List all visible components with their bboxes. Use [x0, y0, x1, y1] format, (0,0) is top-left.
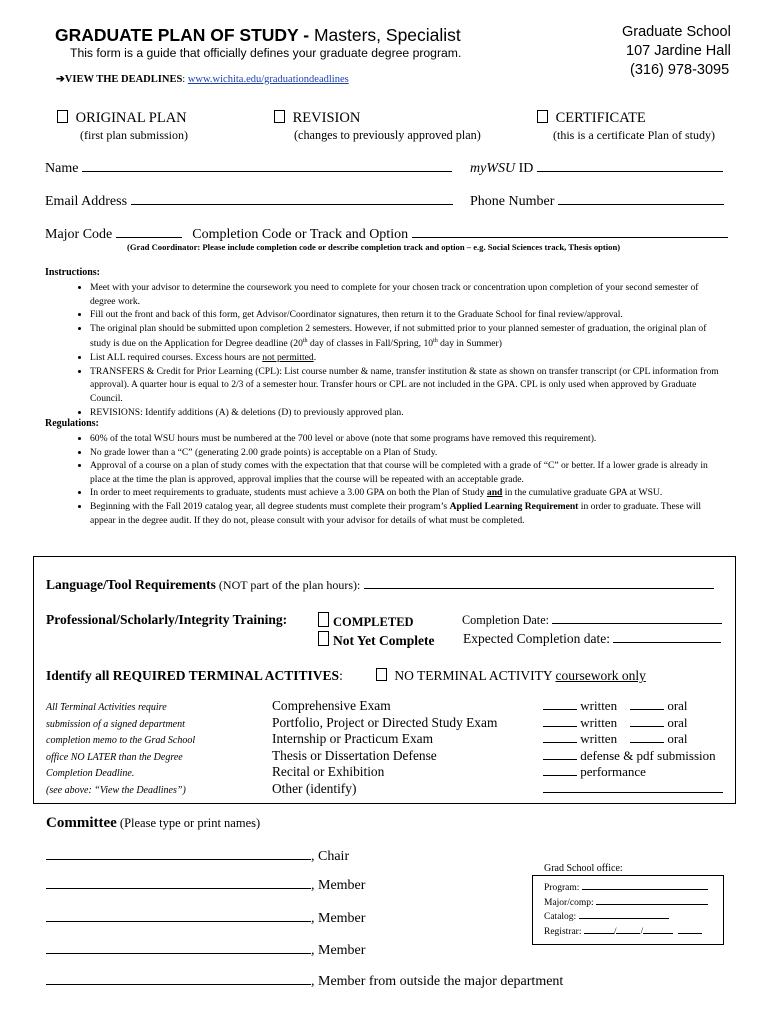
regulation-item: • Beginning with the Fall 2019 catalog year, all degree students must complete their program’s Applied Learning Requirement in order to graduate. These will appear in the degree audit. If they do not, please consult with your advisor for details of what must be completed. — [90, 500, 722, 527]
name-label: Name — [45, 161, 79, 176]
completed-checkbox[interactable] — [318, 612, 329, 627]
revision-label: REVISION — [292, 110, 361, 126]
not-yet-option — [318, 631, 434, 649]
activity-item: Other (identify) — [272, 780, 357, 796]
activity-item: Comprehensive Exam — [272, 698, 391, 713]
office-name: Graduate School — [622, 24, 731, 40]
registrar-year-input[interactable] — [643, 925, 673, 934]
instructions-heading: Instructions: — [45, 267, 101, 278]
major-row — [45, 226, 728, 243]
no-terminal-option — [376, 668, 646, 684]
program-input[interactable] — [582, 881, 708, 890]
deadlines-label: ➔VIEW THE DEADLINES — [56, 74, 183, 85]
side-note-line: submission of a signed department — [46, 718, 185, 730]
registrar-month-input[interactable] — [584, 925, 614, 934]
grad-office-registrar: Registrar: / / — [544, 925, 702, 937]
written-blank[interactable] — [543, 698, 577, 710]
activity-item: Internship or Practicum Exam — [272, 731, 434, 746]
side-note-line: Completion Deadline. — [46, 768, 135, 779]
committee-note: (Please type or print names) — [116, 816, 261, 830]
activity-item: Portfolio, Project or Directed Study Exam — [272, 714, 498, 730]
coursework-only-label: coursework only — [555, 668, 646, 683]
side-note-line: office NO LATER than the Degree — [46, 751, 183, 763]
training-label: Professional/Scholarly/Integrity Training: — [46, 612, 288, 627]
language-note: (NOT part of the plan hours): — [215, 578, 361, 592]
deadlines-link[interactable]: www.wichita.edu/graduationdeadlines — [187, 74, 349, 85]
member-name-input[interactable] — [46, 877, 311, 889]
outside-member-name-input[interactable] — [46, 973, 311, 985]
side-note-line: All Terminal Activities require — [46, 702, 167, 713]
certificate-label: CERTIFICATE — [555, 110, 646, 126]
instruction-item: • The original plan should be submitted upon completion 2 semesters. However, if not submitted prior to your planned semester of graduation, the original plan of study is due on the Application for Degree deadline (20th day of classes in Fall/Spring, 10th day in Summer) — [90, 322, 722, 351]
committee-member-row — [46, 910, 365, 927]
oral-blank[interactable] — [630, 731, 664, 743]
expected-date-row — [463, 631, 721, 647]
form-title-rest: Masters, Specialist — [313, 25, 461, 45]
committee-outside-row — [46, 973, 563, 990]
committee-member-row — [46, 942, 365, 959]
form-title-bold: GRADUATE PLAN OF STUDY - — [55, 25, 314, 45]
mywsu-label-id: ID — [515, 161, 534, 176]
exam-row — [543, 764, 723, 781]
committee-member-row — [46, 877, 365, 894]
language-row — [46, 577, 714, 593]
language-label: Language/Tool Requirements — [46, 577, 216, 592]
performance-label: performance — [580, 764, 646, 779]
plan-original-note: (first plan submission) — [80, 128, 188, 142]
outside-member-role: , Member from outside the major department — [311, 974, 564, 989]
exam-row — [543, 715, 723, 732]
registrar-label: Registrar: — [544, 927, 582, 937]
side-note-line: (see above: “View the Deadlines”) — [46, 784, 186, 796]
catalog-label: Catalog: — [544, 912, 577, 922]
regulation-item: • 60% of the total WSU hours must be numbered at the 700 level or above (note that some programs have removed this requirement). — [90, 432, 722, 446]
regulation-item: • In order to meet requirements to graduate, students must achieve a 3.00 GPA on both the Plan of Study and in the cumulative graduate GPA at WSU. — [90, 486, 722, 500]
not-yet-label: Not Yet Complete — [333, 633, 435, 648]
activity-item: Thesis or Dissertation Defense — [272, 747, 437, 763]
activities-list — [272, 698, 497, 797]
email-label: Email Address — [45, 194, 128, 209]
name-input[interactable] — [82, 160, 452, 172]
terminal-colon: : — [339, 668, 343, 683]
grad-coordinator-note: (Grad Coordinator: Please include completion code or describe completion track and option – e.g. Social Sciences track, Thesis option) — [127, 242, 621, 252]
certificate-checkbox[interactable] — [537, 110, 548, 123]
written-label: written — [580, 731, 618, 746]
exam-row — [543, 698, 723, 715]
member-name-input[interactable] — [46, 910, 311, 922]
written-blank[interactable] — [543, 731, 577, 743]
written-label: written — [580, 698, 618, 713]
phone-row — [470, 193, 724, 210]
completion-date-label: Completion Date: — [462, 613, 549, 627]
regulation-item: • Approval of a course on a plan of study comes with the expectation that that course will be completed with a grade of “C” or better. If a lower grade is already in place at the time the plan is approved, approval implies that the course will be repeated with an acceptable grade. — [90, 459, 722, 486]
grad-office-program — [544, 881, 708, 893]
expected-date-input[interactable] — [613, 631, 721, 643]
not-yet-checkbox[interactable] — [318, 631, 329, 646]
committee-heading-row — [46, 815, 260, 832]
oral-label: oral — [667, 698, 688, 713]
terminal-label: Identify all REQUIRED TERMINAL ACTITIVES — [46, 668, 340, 683]
instruction-item: • REVISIONS: Identify additions (A) & deletions (D) to previously approved plan. — [90, 406, 722, 420]
language-input[interactable] — [364, 577, 714, 589]
office-address: 107 Jardine Hall — [626, 43, 731, 59]
email-row — [45, 193, 453, 210]
completion-code-label: Completion Code or Track and Option — [192, 227, 409, 242]
instruction-item: • TRANSFERS & Credit for Prior Learning (CPL): List course number & name, transfer institution & state as shown on transfer transcript (or CPL information from approval). A quarter hour is equal to 2/3 of a semester hour. Transfer hours or CPL are not included in the GPA. CPL is only used when approved by Graduate Council. — [90, 365, 722, 406]
regulations-heading: Regulations: — [45, 418, 99, 429]
instruction-item: • Meet with your advisor to determine the coursework you need to complete for your chosen track or concentration upon completion of your second semester of degree work. — [90, 281, 722, 308]
form-title — [55, 25, 461, 46]
plan-certificate — [537, 110, 646, 127]
grad-office-major — [544, 896, 708, 908]
revision-checkbox[interactable] — [274, 110, 285, 123]
original-plan-checkbox[interactable] — [57, 110, 68, 123]
completed-label: COMPLETED — [333, 615, 414, 629]
oral-blank[interactable] — [630, 698, 664, 710]
expected-date-label: Expected Completion date: — [463, 631, 610, 646]
activity-item: Recital or Exhibition — [272, 764, 385, 779]
name-row — [45, 160, 452, 177]
original-plan-label: ORIGINAL PLAN — [75, 110, 187, 126]
major-comp-input[interactable] — [596, 896, 708, 905]
registrar-day-input[interactable] — [616, 925, 640, 934]
oral-blank[interactable] — [630, 715, 664, 727]
oral-label: oral — [667, 714, 688, 730]
exam-types — [543, 698, 723, 797]
performance-blank[interactable] — [543, 764, 577, 776]
chair-name-input[interactable] — [46, 848, 311, 860]
office-phone: (316) 978-3095 — [630, 62, 730, 78]
exam-row — [543, 748, 723, 765]
email-input[interactable] — [131, 193, 453, 205]
mywsu-label-italic: myWSU — [470, 161, 516, 176]
phone-label: Phone Number — [470, 194, 555, 209]
grad-office-catalog — [544, 910, 669, 922]
instruction-item: • Fill out the front and back of this form, get Advisor/Coordinator signatures, then return it to the Graduate School for final review/approval. — [90, 308, 722, 322]
member-role: , Member — [311, 911, 366, 926]
major-code-input[interactable] — [116, 226, 182, 238]
chair-role: , Chair — [311, 849, 350, 864]
phone-input[interactable] — [558, 193, 724, 205]
no-terminal-label: NO TERMINAL ACTIVITY — [394, 668, 556, 683]
instruction-item: • List ALL required courses. Excess hours are not permitted. — [90, 351, 722, 365]
no-terminal-checkbox[interactable] — [376, 668, 387, 681]
catalog-input[interactable] — [579, 910, 669, 919]
mywsu-row — [470, 160, 723, 177]
written-blank[interactable] — [543, 715, 577, 727]
plan-original — [57, 110, 187, 127]
major-code-label: Major Code — [45, 227, 113, 242]
program-label: Program: — [544, 883, 580, 893]
instructions-list — [0, 281, 722, 419]
registrar-initials-input[interactable] — [678, 925, 702, 934]
exam-row — [543, 781, 723, 798]
terminal-row — [46, 668, 343, 684]
defense-label: defense & pdf submission — [580, 747, 716, 763]
regulation-item: • No grade lower than a “C” (generating 2.00 grade points) is acceptable on a Plan of Study. — [90, 446, 722, 460]
plan-revision — [274, 110, 360, 127]
written-label: written — [580, 714, 618, 730]
deadlines-line: ➔VIEW THE DEADLINES: www.wichita.edu/graduationdeadlines — [56, 74, 349, 85]
member-name-input[interactable] — [46, 942, 311, 954]
member-role: , Member — [311, 878, 366, 893]
committee-heading: Committee — [46, 815, 117, 831]
member-role: , Member — [311, 943, 366, 958]
side-note-line: completion memo to the Grad School — [46, 735, 196, 746]
oral-label: oral — [667, 731, 688, 746]
plan-certificate-note: (this is a certificate Plan of study) — [553, 128, 715, 142]
major-comp-label: Major/comp: — [544, 898, 594, 908]
exam-row — [543, 731, 723, 748]
defense-blank[interactable] — [543, 748, 577, 760]
regulations-list — [0, 432, 722, 527]
committee-chair-row — [46, 848, 349, 865]
form-subtitle: This form is a guide that officially defines your graduate degree program. — [70, 46, 462, 60]
plan-revision-note: (changes to previously approved plan) — [294, 128, 481, 142]
completion-date-row — [462, 612, 722, 628]
completion-code-input[interactable] — [412, 226, 728, 238]
other-blank[interactable] — [543, 781, 723, 793]
completion-date-input[interactable] — [552, 612, 722, 624]
mywsu-id-input[interactable] — [537, 160, 723, 172]
grad-office-title: Grad School office: — [544, 863, 623, 874]
terminal-side-note — [46, 700, 195, 799]
completed-option — [318, 612, 414, 630]
